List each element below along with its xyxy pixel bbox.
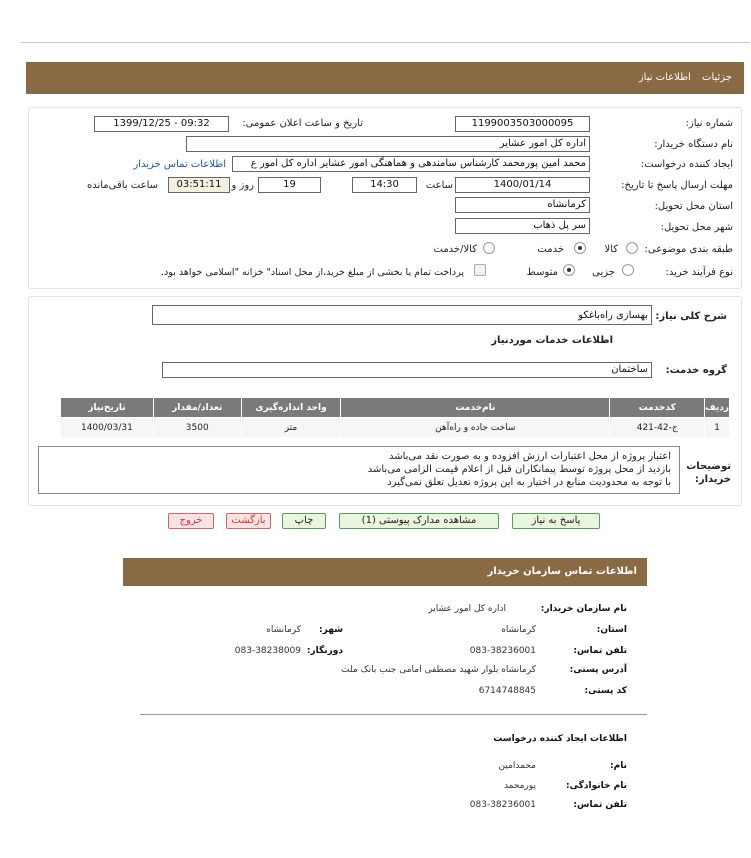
col-code: کدخدمت <box>610 398 705 418</box>
category-goods-radio[interactable] <box>626 242 638 254</box>
cell-qty: 3500 <box>153 418 241 438</box>
note-line-2: بازدید از محل پروژه توسط پیمانکاران قبل از اعلام قیمت الزامی می‌باشد <box>367 464 671 475</box>
deadline-label: مهلت ارسال پاسخ تا تاریخ: <box>621 180 733 191</box>
notes-label: توضیحات خریدار: <box>686 461 731 485</box>
days-field: 19 <box>258 177 321 193</box>
table-row <box>61 418 730 438</box>
creator-label: ایجاد کننده درخواست: <box>640 159 733 170</box>
address-value: کرمانشاه بلوار شهید مصطفی امامی جنب بانک ملت <box>341 665 536 675</box>
city-field: سر پل ذهاب <box>455 218 590 234</box>
service-group-label: گروه خدمت: <box>665 365 727 376</box>
col-qty: تعداد/مقدار <box>153 398 241 418</box>
cell-code: ج-42-421 <box>610 418 705 438</box>
address-label: آدرس پستی: <box>569 665 627 675</box>
time-label: ساعت <box>425 180 453 191</box>
postal-value: 6714748845 <box>478 686 536 696</box>
org-value: اداره کل امور عشایر <box>428 604 506 614</box>
page-header-bar <box>26 62 744 94</box>
process-medium-radio[interactable] <box>563 264 575 276</box>
org-label: نام سازمان خریدار: <box>540 604 627 614</box>
creator-name-label: نام: <box>610 761 627 771</box>
creator-name-value: محمدامین <box>498 761 536 771</box>
breadcrumb-details[interactable]: جزئیات <box>702 72 732 83</box>
contact-fax-label: دورنگار: <box>306 646 343 656</box>
services-title: اطلاعات خدمات موردنیاز <box>491 335 613 346</box>
treasury-note: پرداخت تمام یا بخشی از مبلغ خرید،از محل اسناد" خزانه "اسلامی خواهد بود. <box>161 267 464 278</box>
col-unit: واحد اندازه‌گیری <box>241 398 341 418</box>
creator-phone-label: تلفن تماس: <box>573 800 627 810</box>
category-service-radio[interactable] <box>574 242 586 254</box>
city-label: شهر محل تحویل: <box>660 222 733 233</box>
deadline-date-field: 1400/01/14 <box>455 177 590 193</box>
days-label: روز و <box>231 180 254 191</box>
process-partial-radio[interactable] <box>622 264 634 276</box>
summary-field: بهسازی راه‌باغکو <box>152 305 652 325</box>
device-field: اداره کل امور عشایر <box>186 136 590 152</box>
col-row: ردیف <box>705 398 730 418</box>
exit-button[interactable] <box>168 513 214 529</box>
creator-family-value: پورمحمد <box>503 781 536 791</box>
contact-phone-label: تلفن تماس: <box>573 646 627 656</box>
need-number-label: شماره نیاز: <box>685 118 733 129</box>
category-goods-service-label: کالا/خدمت <box>433 244 477 255</box>
process-label: نوع فرآیند خرید: <box>665 267 733 278</box>
announce-field: 1399/12/25 - 09:32 <box>94 116 229 132</box>
cell-unit: متر <box>241 418 341 438</box>
device-label: نام دستگاه خریدار: <box>654 139 733 150</box>
attachments-button[interactable]: مشاهده مدارک پیوستی (1) <box>339 513 499 529</box>
contact-province-label: استان: <box>596 625 627 635</box>
contact-fax-value: 083-38238009 <box>234 646 301 656</box>
service-group-field: ساختمان <box>162 362 652 378</box>
province-label: استان محل تحویل: <box>654 201 733 212</box>
table-header-row <box>61 398 730 418</box>
buyer-contact-link[interactable]: اطلاعات تماس خریدار <box>133 159 226 170</box>
print-button[interactable]: چاپ <box>282 513 326 529</box>
col-name: نام‌خدمت <box>341 398 610 418</box>
services-table <box>60 397 730 438</box>
back-button[interactable] <box>226 513 271 529</box>
note-line-3: با توجه به محدودیت منابع در اختیار به این پروژه تعدیل تعلق نمی‌گیرد <box>387 477 671 488</box>
postal-label: کد پستی: <box>584 686 627 696</box>
creator-family-label: نام خانوادگی: <box>565 781 627 791</box>
creator-field: محمد امین پورمحمد کارشناس سامندهی و هماهنگی امور عشایر اداره کل امور ع <box>232 156 590 172</box>
top-divider <box>20 42 750 43</box>
creator-info-title: اطلاعات ایجاد کننده درخواست <box>493 734 627 744</box>
contact-phone-value: 083-38236001 <box>469 646 536 656</box>
cell-date: 1400/03/31 <box>61 418 154 438</box>
contact-province-value: کرمانشاه <box>501 625 536 635</box>
contact-divider <box>140 714 647 715</box>
need-info-card <box>28 107 742 289</box>
process-medium-label: متوسط <box>526 267 558 278</box>
deadline-time-field: 14:30 <box>352 177 417 193</box>
contact-header-bar: اطلاعات تماس سازمان خریدار <box>123 558 647 586</box>
cell-row: 1 <box>705 418 730 438</box>
process-partial-label: جزیی <box>592 267 615 278</box>
province-field: کرمانشاه <box>455 197 590 213</box>
creator-phone-value: 083-38236001 <box>469 800 536 810</box>
category-goods-label: کالا <box>604 244 618 255</box>
cell-name: ساخت جاده و راه‌آهن <box>341 418 610 438</box>
note-line-1: اعتبار پروژه از محل اعتبارات ارزش افزوده و به صورت نقد می‌باشد <box>388 451 671 462</box>
contact-city-label: شهر: <box>319 625 343 635</box>
breadcrumb-need-info[interactable]: اطلاعات نیاز <box>638 72 691 83</box>
reply-button[interactable]: پاسخ به نیاز <box>512 513 600 529</box>
buyer-notes <box>38 446 680 494</box>
treasury-checkbox[interactable] <box>474 264 486 276</box>
category-label: طبقه بندی موضوعی: <box>644 244 733 255</box>
need-number-field: 1199003503000095 <box>455 116 590 132</box>
contact-city-value: کرمانشاه <box>266 625 301 635</box>
announce-label: تاریخ و ساعت اعلان عمومی: <box>242 118 363 129</box>
category-service-label: خدمت <box>537 244 564 255</box>
remaining-time-field: 03:51:11 <box>168 177 230 193</box>
exit-button-label: خروج <box>179 515 203 526</box>
category-goods-service-radio[interactable] <box>483 242 495 254</box>
col-date: تاریخ‌نیاز <box>61 398 154 418</box>
summary-label: شرح کلی نیاز: <box>655 311 727 322</box>
back-button-label: بازگشت <box>231 515 266 526</box>
remaining-label: ساعت باقی‌مانده <box>86 180 158 191</box>
